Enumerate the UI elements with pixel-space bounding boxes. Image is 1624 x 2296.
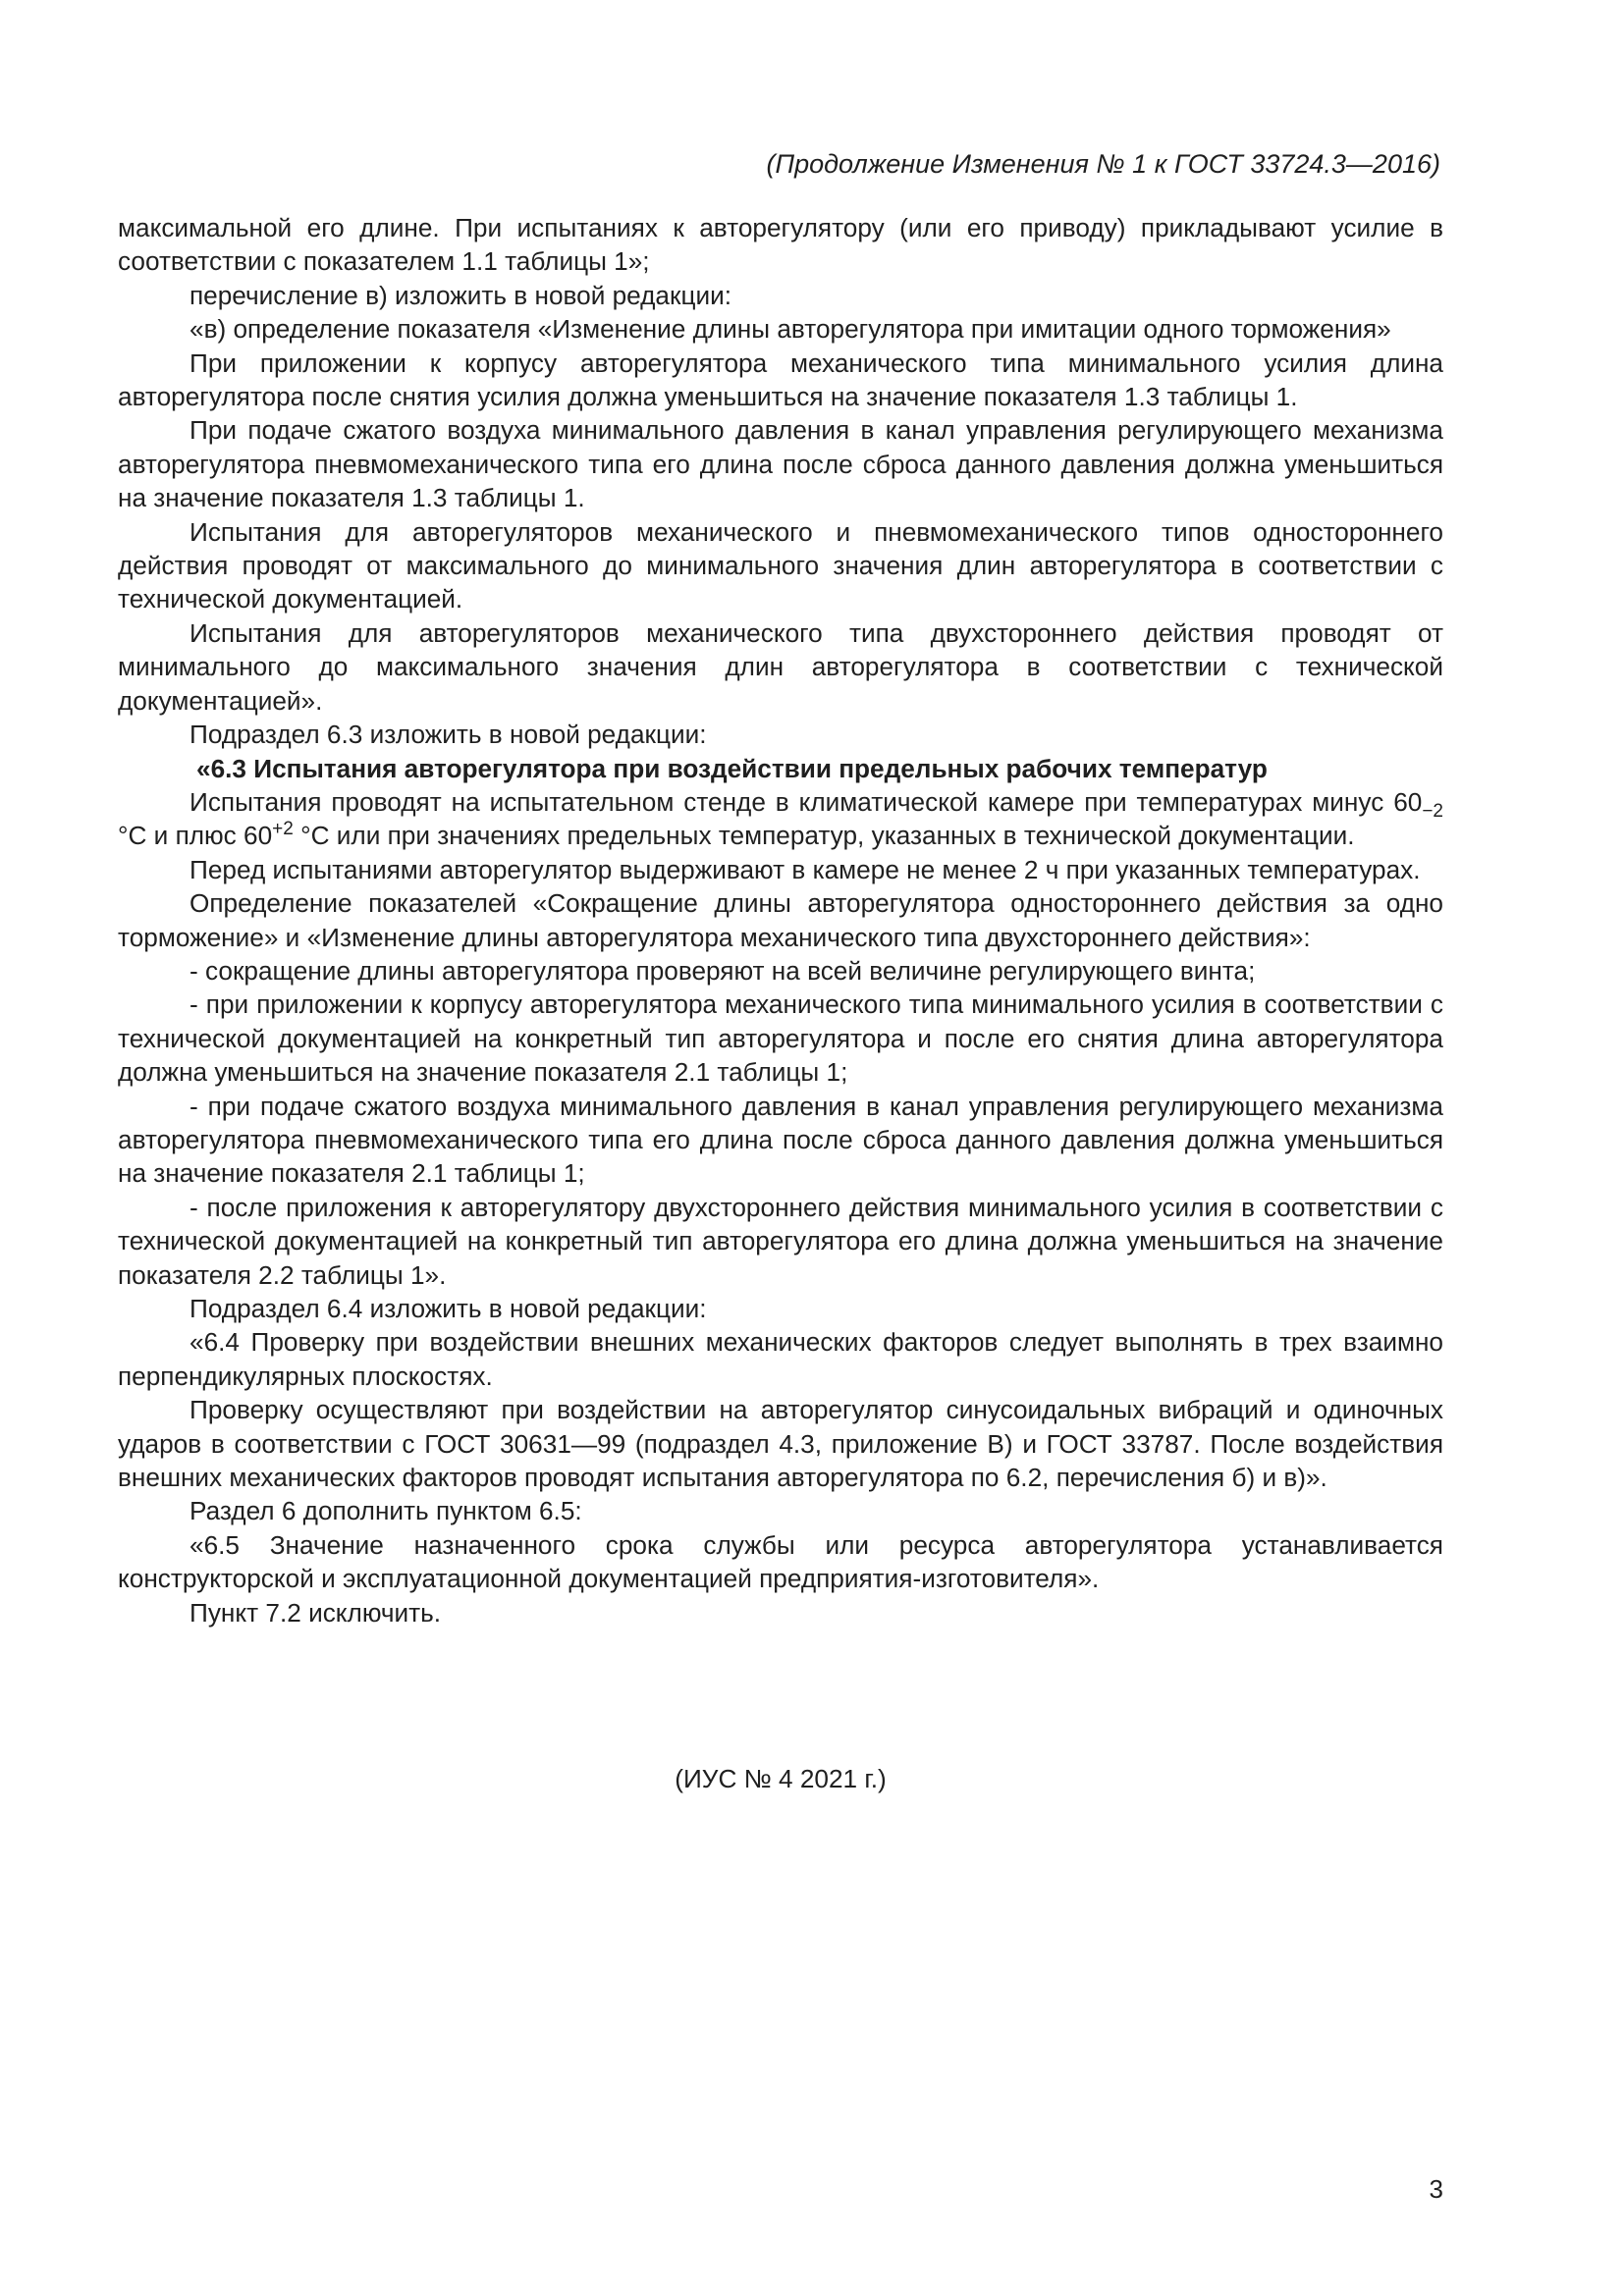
paragraph-continuation: максимальной его длине. При испытаниях к авторегулятору (или его приводу) прикладывают усилие в соответствии с показателем 1.1 таблицы 1»; xyxy=(118,213,1443,277)
paragraph: Испытания для авторегуляторов механического типа двухстороннего действия проводят от минимального до максимального значения длин авторегулятора в соответствии с технической документацией». xyxy=(118,617,1443,716)
paragraph-instruction: Раздел 6 дополнить пунктом 6.5: xyxy=(189,1496,582,1526)
running-header: (Продолжение Изменения № 1 к ГОСТ 33724.3—2016) xyxy=(766,149,1440,179)
paragraph-instruction: Подраздел 6.4 изложить в новой редакции: xyxy=(189,1294,707,1323)
paragraph: Испытания для авторегуляторов механического и пневмомеханического типов одностороннего действия проводят от максимального до минимального значения длин авторегулятора в соответствии с технической документацией. xyxy=(118,516,1443,614)
publication-note: (ИУС № 4 2021 г.) xyxy=(675,1764,887,1793)
paragraph: Определение показателей «Сокращение длины авторегулятора одностороннего действия за одно торможение» и «Изменение длины авторегулятора механического типа двухстороннего действия»: xyxy=(118,888,1443,952)
temp-text-part2: °С и плюс 60 xyxy=(118,821,273,851)
paragraph: При подаче сжатого воздуха минимального давления в канал управления регулирующего механизма авторегулятора пневмомеханического типа его длина после сброса данного давления должна уменьшиться на значение показателя 1.3 таблицы 1. xyxy=(118,415,1443,513)
document-body xyxy=(118,211,1443,1629)
paragraph-instruction: Пункт 7.2 исключить. xyxy=(189,1597,442,1628)
temp-tolerance-plus: +2 xyxy=(272,819,294,840)
paragraph-instruction: перечисление в) изложить в новой редакции: xyxy=(189,280,731,310)
paragraph: «6.4 Проверку при воздействии внешних механических факторов следует выполнять в трех взаимно перпендикулярных плоскостях. xyxy=(118,1327,1443,1391)
list-item: - при подаче сжатого воздуха минимального давления в канал управления регулирующего механизма авторегулятора пневмомеханического типа его длина после сброса данного давления должна уменьшиться на значение показателя 2.1 таблицы 1; xyxy=(118,1091,1443,1189)
paragraph-instruction: Подраздел 6.3 изложить в новой редакции: xyxy=(189,720,707,750)
temp-text-part3: °С или при значениях предельных температур, указанных в технической документации. xyxy=(293,821,1355,851)
temp-text-part1: Испытания проводят на испытательном стенде в климатической камере при температурах минус 60 xyxy=(189,786,1423,817)
list-item: - сокращение длины авторегулятора проверяют на всей величине регулирующего винта; xyxy=(189,955,1256,986)
paragraph: Перед испытаниями авторегулятор выдерживают в камере не менее 2 ч при указанных температурах. xyxy=(189,854,1421,884)
section-heading-6-3: «6.3 Испытания авторегулятора при воздействии предельных рабочих температур xyxy=(196,753,1268,783)
paragraph: Проверку осуществляют при воздействии на авторегулятор синусоидальных вибраций и одиночных ударов в соответствии с ГОСТ 30631—99 (подраздел 4.3, приложение В) и ГОСТ 33787. После воздействия внешних механических факторов проводят испытания авторегулятора по 6.2, перечисления б) и в)». xyxy=(118,1395,1443,1493)
paragraph-temperature xyxy=(118,785,1443,853)
page-number: 3 xyxy=(1429,2174,1443,2204)
list-item: - после приложения к авторегулятору двухстороннего действия минимального усилия в соответствии с технической документацией на конкретный тип авторегулятора его длина должна уменьшиться на значение показателя 2.2 таблицы 1». xyxy=(118,1192,1443,1290)
paragraph: При приложении к корпусу авторегулятора механического типа минимального усилия длина авторегулятора после снятия усилия должна уменьшиться на значение показателя 1.3 таблицы 1. xyxy=(118,347,1443,412)
temp-tolerance-minus: −2 xyxy=(1422,800,1443,822)
paragraph-item-v: «в) определение показателя «Изменение длины авторегулятора при имитации одного торможения» xyxy=(189,314,1391,345)
paragraph: «6.5 Значение назначенного срока службы или ресурса авторегулятора устанавливается конструкторской и эксплуатационной документацией предприятия-изготовителя». xyxy=(118,1529,1443,1594)
list-item: - при приложении к корпусу авторегулятора механического типа минимального усилия в соответствии с технической документацией на конкретный тип авторегулятора и после его снятия длина авторегулятора должна уменьшиться на значение показателя 2.1 таблицы 1; xyxy=(118,989,1443,1088)
